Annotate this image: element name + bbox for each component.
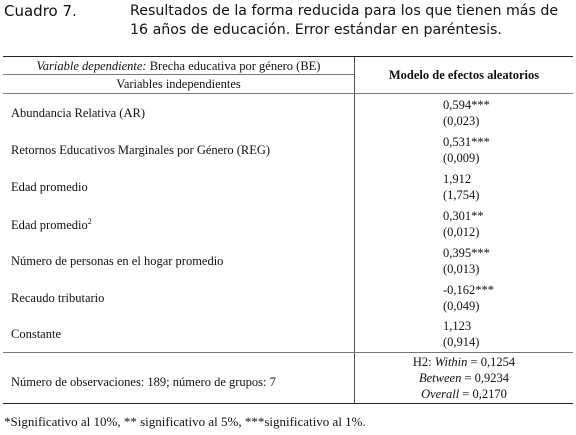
row-coefficient: 0,594*** [443, 98, 490, 112]
results-table [3, 56, 573, 404]
model-statistics [355, 354, 573, 402]
row-standard-error: (0,013) [443, 262, 480, 276]
header-bottom-line [3, 93, 573, 94]
observations-label: Número de observaciones: 189; número de grupos: 7 [11, 375, 276, 389]
row-label: Abundancia Relativa (AR) [11, 106, 145, 120]
row-coefficient: 1,123 [443, 319, 472, 333]
row-standard-error: (0,009) [443, 151, 480, 165]
row-label-superscript: 2 [87, 217, 92, 226]
row-coefficient: 0,395*** [443, 246, 490, 260]
stat-overall: Overall = 0,2170 [421, 387, 507, 401]
table-row [3, 169, 573, 205]
table-row [3, 206, 573, 242]
row-label: Constante [11, 327, 61, 341]
footer-divider [3, 352, 573, 353]
row-coefficient: -0,162*** [443, 283, 495, 297]
table-row [3, 132, 573, 168]
caption-text: Resultados de la forma reducida para los que tienen más de 16 años de educación. Error estándar en paréntesis. [130, 3, 559, 38]
row-label: Edad promedio$^2$ [11, 217, 92, 233]
row-coefficient: 0,301** [443, 209, 484, 223]
row-coefficient: 0,531*** [443, 135, 490, 149]
table-caption [0, 0, 576, 52]
row-label: Recaudo tributario [11, 291, 105, 305]
row-standard-error: (0,023) [443, 114, 480, 128]
table-row [3, 316, 573, 352]
model-header: Modelo de efectos aleatorios [388, 68, 540, 82]
stat-within: H2: Within = 0,1254 [412, 355, 516, 369]
independent-variables-header: Variables independientes [116, 77, 241, 91]
dependent-variable-prefix: Variable dependiente: [36, 59, 147, 73]
header-divider [3, 74, 354, 75]
table-row [3, 95, 573, 131]
row-standard-error: (0,049) [443, 299, 480, 313]
caption-label: Cuadro 7. [4, 2, 77, 20]
row-label: Número de personas en el hogar promedio [11, 254, 224, 268]
stat-between: Between = 0,9234 [418, 371, 510, 385]
dependent-variable-header [3, 59, 354, 74]
row-standard-error: (1,754) [443, 188, 480, 202]
table-row [3, 243, 573, 279]
row-label: Retornos Educativos Marginales por Género (REG) [11, 143, 271, 157]
table-row [3, 280, 573, 316]
significance-note: *Significativo al 10%, ** significativo al 5%, ***significativo al 1%. [4, 414, 366, 429]
row-standard-error: (0,914) [443, 335, 480, 349]
row-standard-error: (0,012) [443, 225, 480, 239]
row-coefficient: 1,912 [443, 172, 472, 186]
dependent-variable-name: Brecha educativa por género (BE) [149, 59, 321, 73]
row-label: Edad promedio [11, 180, 88, 194]
